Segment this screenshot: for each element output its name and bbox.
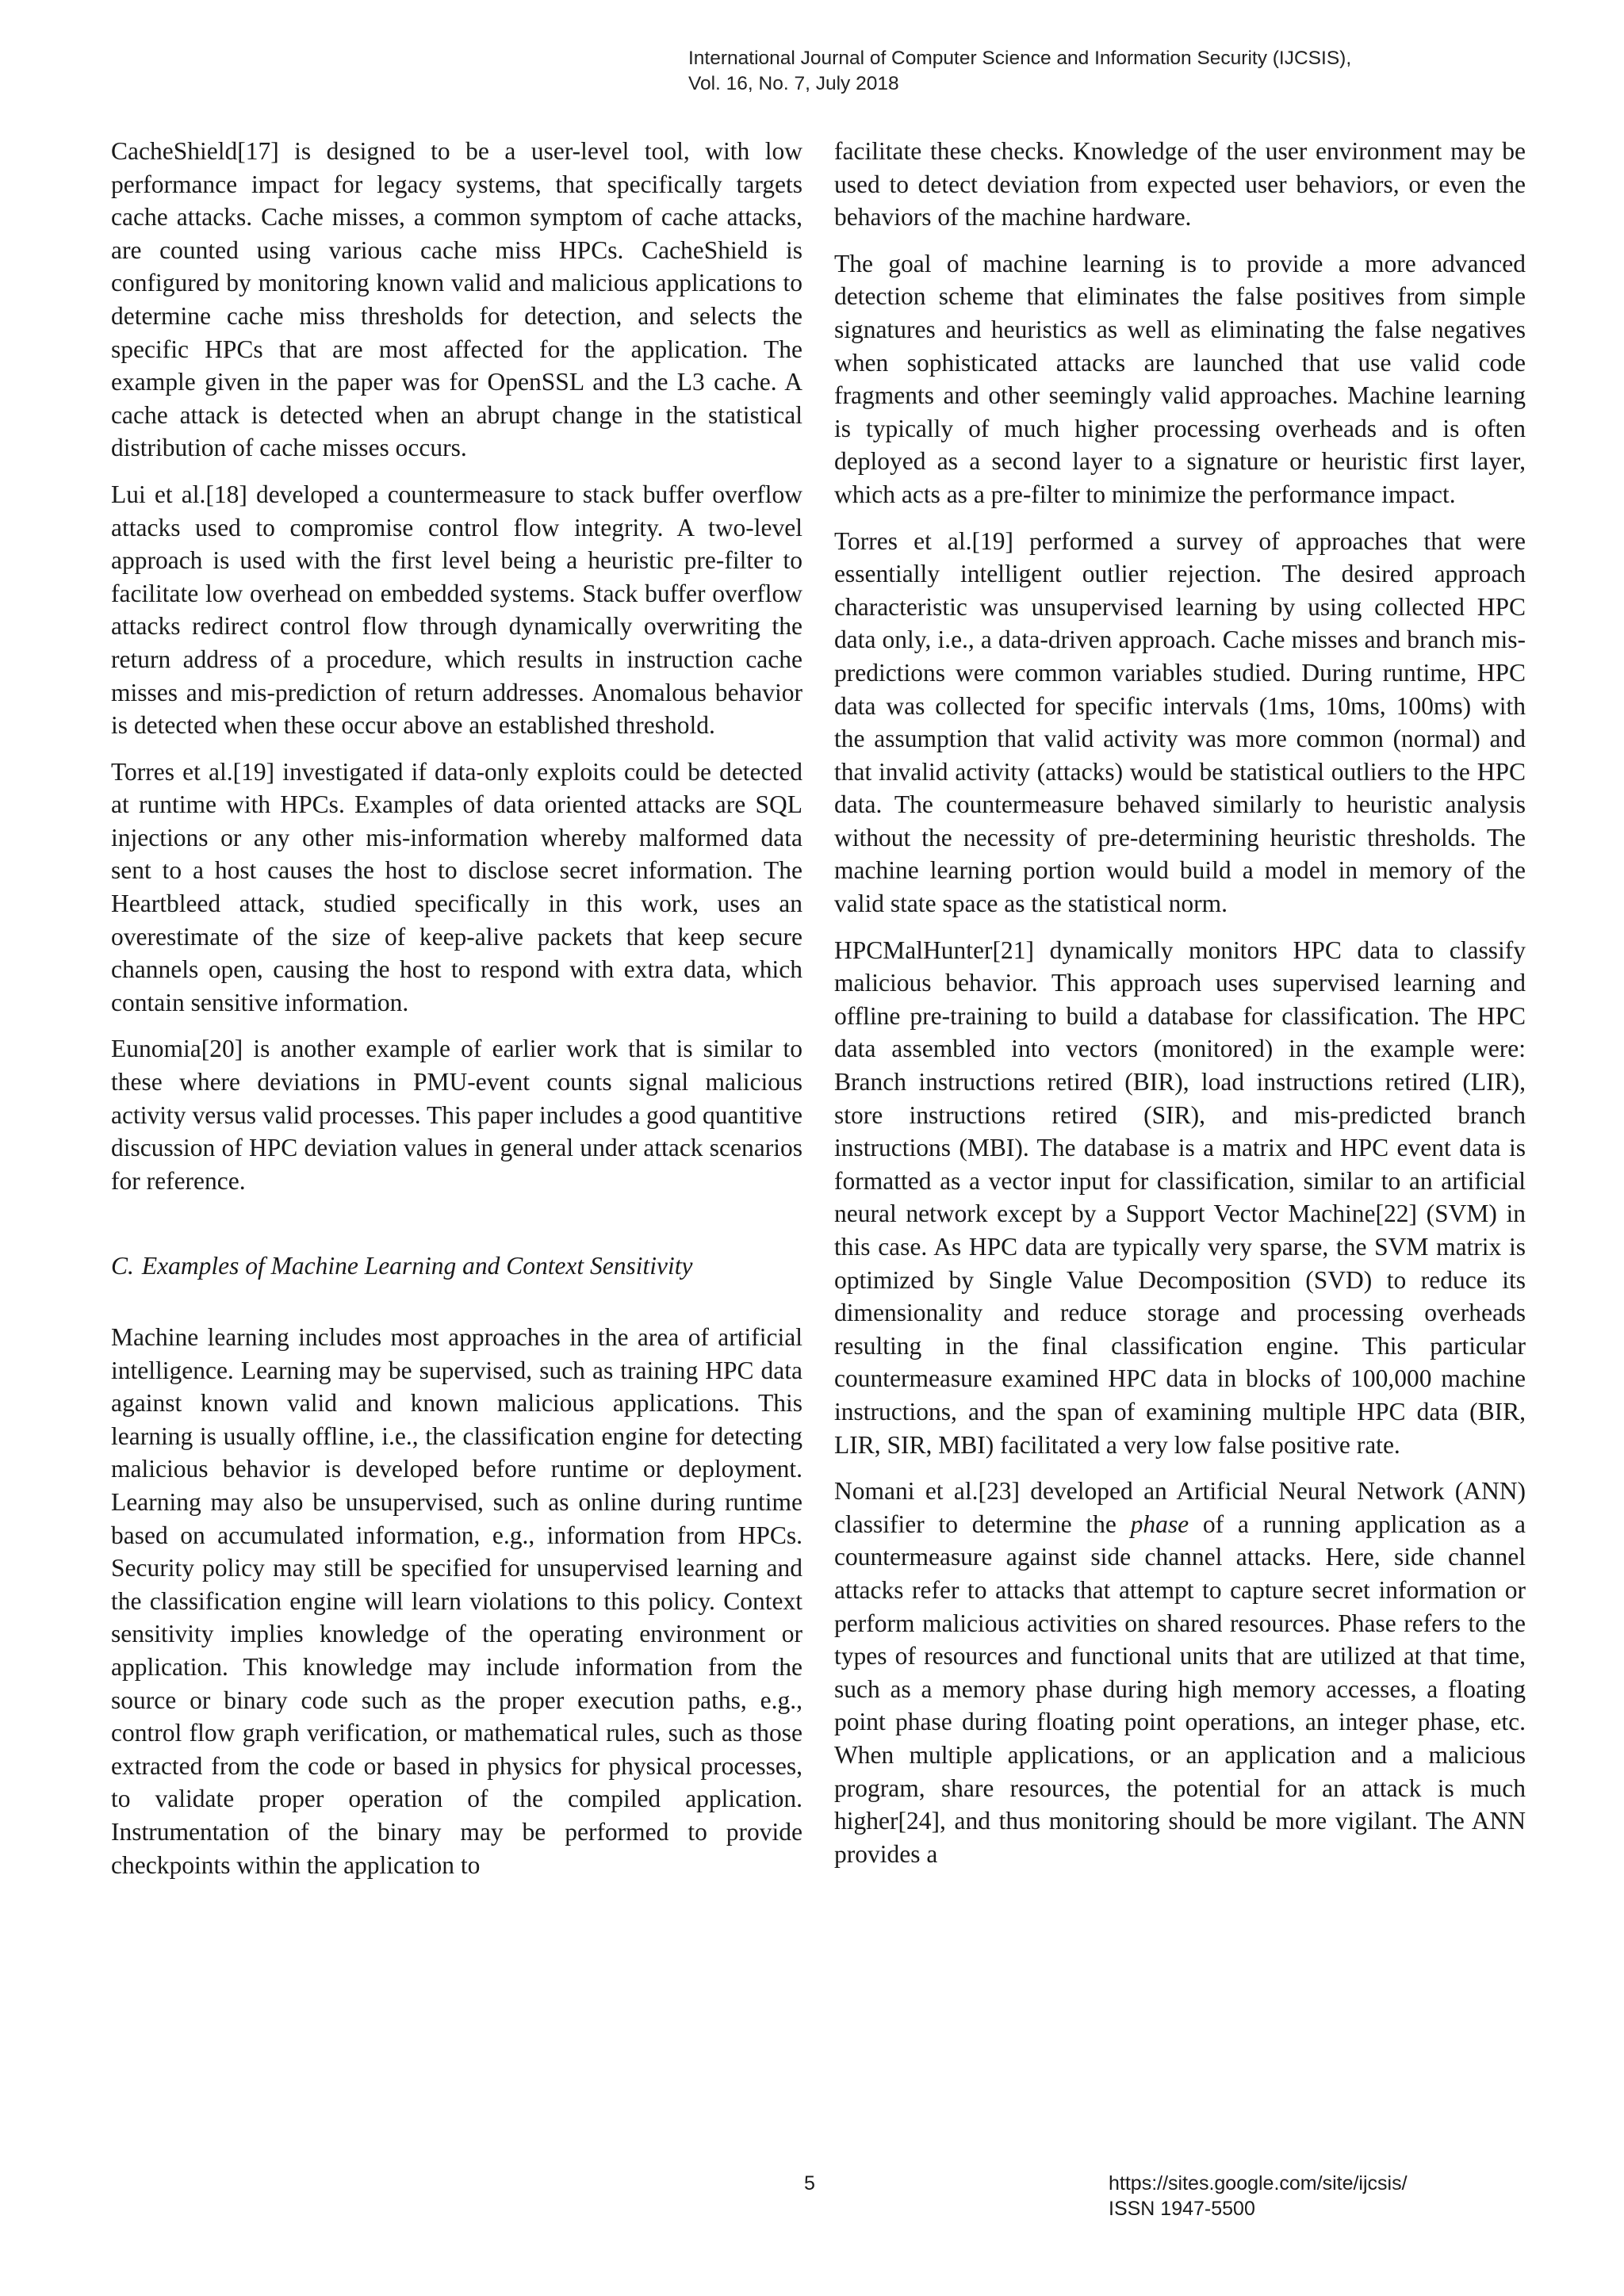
running-header	[688, 46, 1351, 97]
section-heading	[111, 1249, 802, 1283]
paragraph-torres-survey: Torres et al.[19] performed a survey of approaches that were essentially intelligent outlier rejection. The desired approach characteristic was unsupervised learning by using collected HPC data only, i.e., a data-driven approach. Cache misses and branch mis-predictions were common variables studied. During runtime, HPC data was collected for specific intervals (1ms, 10ms, 100ms) with the assumption that valid activity was more common (normal) and that invalid activity (attacks) would be statistical outliers to the HPC data. The countermeasure behaved similarly to heuristic analysis without the necessity of pre-determining heuristic thresholds. The machine learning portion would build a model in memory of the valid state space as the statistical norm.	[834, 526, 1526, 918]
footer-info	[1109, 2171, 1408, 2221]
paragraph-eunomia: Eunomia[20] is another example of earlier work that is similar to these where deviations in PMU-event counts signal malicious activity versus valid processes. This paper includes a good quantitive discussion of HPC deviation values in general under attack scenarios for reference.	[111, 1035, 802, 1195]
journal-title-line: International Journal of Computer Science and Information Security (IJCSIS),	[688, 48, 1352, 69]
paragraph-hpcmalhunter: HPCMalHunter[21] dynamically monitors HPC data to classify malicious behavior. This approach uses supervised learning and offline pre-training to build a database for classification. The HPC data assembled into vectors (monitored) in the example were: Branch instructions retired (BIR), load instructions retired (LIR), store instructions retired (SIR), and mis-predicted branch instructions (MBI). The database is a matrix and HPC event data is formatted as a vector input for classification, similar to an artificial neural network except by a Support Vector Machine[22] (SVM) in this case. As HPC data are typically very sparse, the SVM matrix is optimized by Single Value Decomposition (SVD) to reduce its dimensionality and reduce storage and processing overheads resulting in the final classification engine. This particular countermeasure examined HPC data in blocks of 100,000 machine instructions, and the span of examining multiple HPC data (BIR, LIR, SIR, MBI) facilitated a very low false positive rate.	[834, 936, 1526, 1459]
paragraph-nomani	[834, 1475, 1526, 1870]
right-column	[834, 135, 1526, 1884]
nomani-text-start: Nomani et al.[23] developed an Artificial Neural Network (ANN) classifier to determine the	[834, 1477, 1526, 1538]
paragraph-torres-data-only: Torres et al.[19] investigated if data-only exploits could be detected at runtime with HPCs. Examples of data oriented attacks are SQL injections or any other mis-information whereby malformed data sent to a host causes the host to disclose secret information. The Heartbleed attack, studied specifically in this work, uses an overestimate of the size of keep-alive packets that keep secure channels open, causing the host to respond with extra data, which contain sensitive information.	[111, 757, 802, 1016]
section-number: C.	[111, 1252, 134, 1280]
paragraph-cacheshield: CacheShield[17] is designed to be a user-level tool, with low performance impact for legacy systems, that specifically targets cache attacks. Cache misses, a common symptom of cache attacks, are counted using various cache miss HPCs. CacheShield is configured by monitoring known valid and malicious applications to determine cache miss thresholds for detection, and selects the specific HPCs that are most affected for the application. The example given in the paper was for OpenSSL and the L3 cache. A cache attack is detected when an abrupt change in the statistical distribution of cache misses occurs.	[111, 137, 802, 462]
nomani-text-end: of a running application as a countermeasure against side channel attacks. Here, side channel attacks refer to attacks that attempt to capture secret information or perform malicious activities on shared resources. Phase refers to the types of resources and functional units that are utilized at that time, such as a memory phase during high memory accesses, a floating point phase during floating point operations, an integer phase, etc. When multiple applications, or an application and a malicious program, share resources, the potential for an attack is much higher[24], and thus monitoring should be more vigilant. The ANN provides a	[834, 1510, 1526, 1868]
journal-volume-line: Vol. 16, No. 7, July 2018	[688, 73, 899, 94]
footer-url: https://sites.google.com/site/ijcsis/	[1109, 2172, 1408, 2195]
emphasis-phase: phase	[1130, 1510, 1189, 1538]
section-title: Examples of Machine Learning and Context Sensitivity	[141, 1252, 693, 1280]
paragraph-user-environment: facilitate these checks. Knowledge of the user environment may be used to detect deviation from expected user behaviors, or even the behaviors of the machine hardware.	[834, 137, 1526, 232]
footer-issn: ISSN 1947-5500	[1109, 2198, 1255, 2220]
paragraph-machine-learning: Machine learning includes most approaches in the area of artificial intelligence. Learning may be supervised, such as training HPC data against known valid and known malicious applications. This learning is usually offline, i.e., the classification engine for detecting malicious behavior is developed before runtime or deployment. Learning may also be unsupervised, such as online during runtime based on accumulated information, e.g., information from HPCs. Security policy may still be specified for unsupervised learning and the classification engine will learn violations to this policy. Context sensitivity implies knowledge of the operating environment or application. This knowledge may include information from the source or binary code such as the proper execution paths, e.g., control flow graph verification, or mathematical rules, such as those extracted from the code or based in physics for physical processes, to validate proper operation of the compiled application. Instrumentation of the binary may be performed to provide checkpoints within the application to	[111, 1323, 802, 1879]
paragraph-lui: Lui et al.[18] developed a countermeasure to stack buffer overflow attacks used to compromise control flow integrity. A two-level approach is used with the first level being a heuristic pre-filter to facilitate low overhead on embedded systems. Stack buffer overflow attacks redirect control flow through dynamically overwriting the return address of a procedure, which results in instruction cache misses and mis-prediction of return addresses. Anomalous behavior is detected when these occur above an established threshold.	[111, 480, 802, 740]
page-number: 5	[804, 2172, 815, 2195]
paragraph-goal-ml: The goal of machine learning is to provide a more advanced detection scheme that eliminates the false positives from simple signatures and heuristics as well as eliminating the false negatives when sophisticated attacks are launched that use valid code fragments and other seemingly valid approaches. Machine learning is typically of much higher processing overheads and is often deployed as a second layer to a signature or heuristic first layer, which acts as a pre-filter to minimize the performance impact.	[834, 249, 1526, 508]
left-column	[111, 135, 802, 1895]
